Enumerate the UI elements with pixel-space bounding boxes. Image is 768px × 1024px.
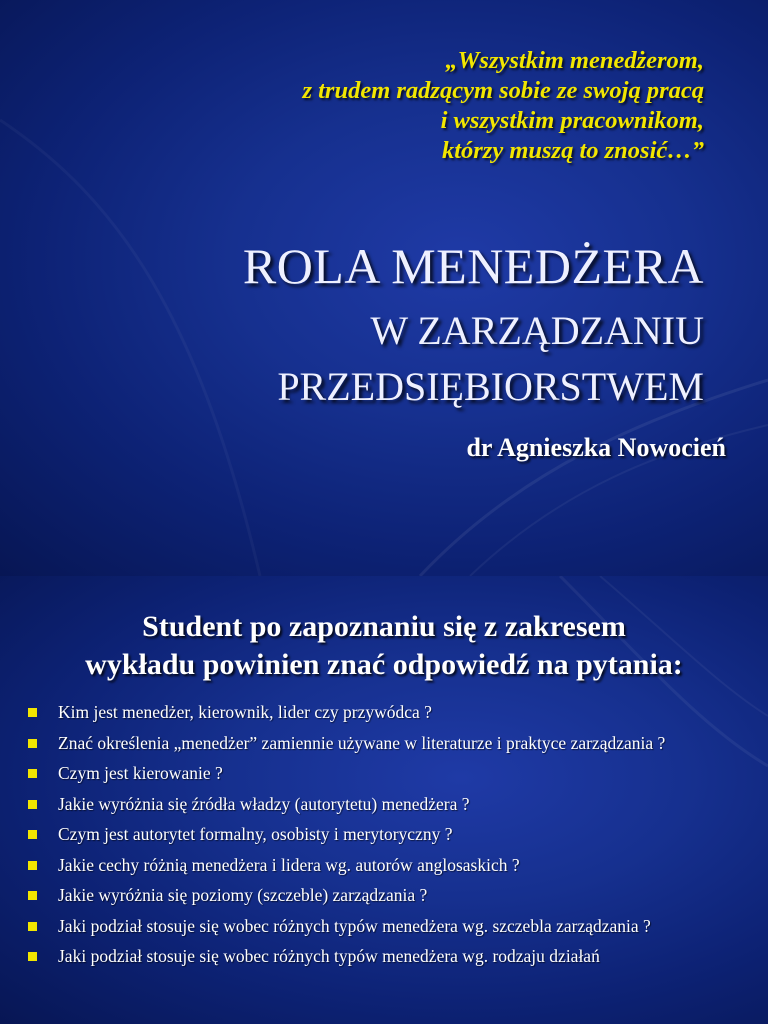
list-item xyxy=(28,761,748,786)
quote-line: „Wszystkim menedżerom, xyxy=(445,47,704,74)
presentation-subtitle-line-1: W ZARZĄDZANIU xyxy=(370,308,704,353)
heading-line: Student po zapoznaniu się z zakresem xyxy=(142,610,626,643)
list-item-text: Jaki podział stosuje się wobec różnych typów menedżera wg. szczebla zarządzania ? xyxy=(58,915,651,936)
square-bullet-icon xyxy=(28,830,37,839)
quote-line: którzy muszą to znosić…” xyxy=(441,137,704,164)
list-item-text: Kim jest menedżer, kierownik, lider czy przywódca ? xyxy=(58,702,432,722)
list-item xyxy=(28,944,748,969)
list-item-text: Jakie wyróżnia się źródła władzy (autorytetu) menedżera ? xyxy=(58,793,470,814)
quote-line: z trudem radzącym sobie ze swoją pracą xyxy=(302,77,704,104)
list-item-text: Czym jest autorytet formalny, osobisty i merytoryczny ? xyxy=(58,824,453,844)
list-item-text: Jaki podział stosuje się wobec różnych typów menedżera wg. rodzaju działań xyxy=(58,946,600,966)
square-bullet-icon xyxy=(28,922,37,931)
square-bullet-icon xyxy=(28,891,37,900)
quote-line: i wszystkim pracownikom, xyxy=(440,107,704,134)
list-item-text: Znać określenia „menedżer” zamiennie używane w literaturze i praktyce zarządzania ? xyxy=(58,732,666,753)
author-name: dr Agnieszka Nowocień xyxy=(466,433,726,462)
list-item xyxy=(28,792,748,817)
list-item xyxy=(28,731,748,756)
square-bullet-icon xyxy=(28,800,37,809)
square-bullet-icon xyxy=(28,952,37,961)
list-item-text: Jakie wyróżnia się poziomy (szczeble) zarządzania ? xyxy=(58,885,428,905)
presentation-subtitle-line-2: PRZEDSIĘBIORSTWEM xyxy=(277,364,704,409)
list-item xyxy=(28,853,748,878)
list-item xyxy=(28,883,748,908)
square-bullet-icon xyxy=(28,769,37,778)
square-bullet-icon xyxy=(28,708,37,717)
list-item xyxy=(28,700,748,725)
square-bullet-icon xyxy=(28,739,37,748)
presentation-title: ROLA MENEDŻERA xyxy=(242,238,704,294)
dedication-quote xyxy=(302,46,704,166)
slide-heading xyxy=(0,608,768,684)
list-item-text: Jakie cechy różnią menedżera i lidera wg. autorów anglosaskich ? xyxy=(58,854,520,875)
heading-line: wykładu powinien znać odpowiedź na pytania: xyxy=(85,648,683,681)
list-item-text: Czym jest kierowanie ? xyxy=(58,763,223,783)
learning-outcomes-slide xyxy=(0,576,768,1024)
square-bullet-icon xyxy=(28,861,37,870)
question-list xyxy=(28,700,748,975)
list-item xyxy=(28,822,748,847)
list-item xyxy=(28,914,748,939)
